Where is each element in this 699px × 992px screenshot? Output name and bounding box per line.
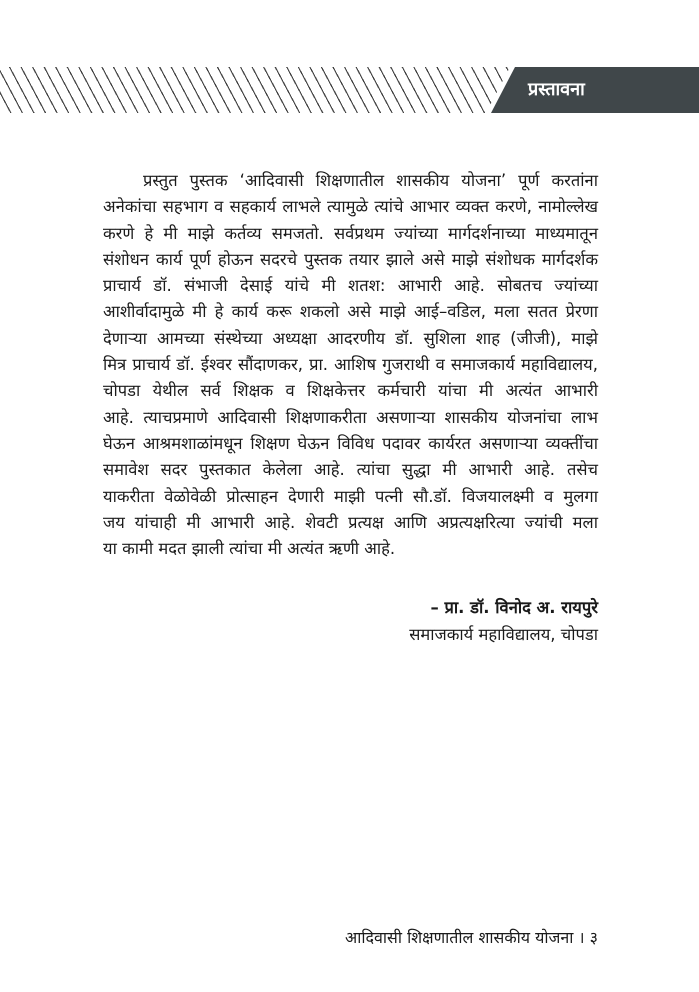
author-name: – प्रा. डॉ. विनोद अ. रायपुरे [430,598,598,617]
body-line: प्रस्तुत पुस्तक ‘आदिवासी शिक्षणातील शासकीय योजना’ पूर्ण करतांना [143,171,598,190]
author-affiliation: समाजकार्य महाविद्यालय, चोपडा [409,625,598,644]
body-line: संशोधन कार्य पूर्ण होऊन सदरचे पुस्तक तयार झाले असे माझे संशोधक मार्गदर्शक [103,249,598,269]
body-line: समावेश सदर पुस्तकात केलेला आहे. त्यांचा सुद्धा मी आभारी आहे. तसेच [103,460,598,480]
decorative-stripes [0,67,510,113]
body-line: याकरीता वेळोवेळी प्रोत्साहन देणारी माझी पत्नी सौ.डॉ. विजयालक्ष्मी व मुलगा [103,486,598,506]
body-line: मित्र प्राचार्य डॉ. ईश्वर सौंदाणकर, प्रा. आशिष गुजराथी व समाजकार्य महाविद्यालय, [103,355,598,375]
body-line: जय यांचाही मी आभारी आहे. शेवटी प्रत्यक्ष आणि अप्रत्यक्षरित्या ज्यांची मला [103,512,598,532]
preface-body [103,168,598,562]
body-line: करणे हे मी माझे कर्तव्य समजतो. सर्वप्रथम ज्यांच्या मार्गदर्शनाच्या माध्यमातून [103,223,598,243]
section-banner [491,67,699,113]
body-line: अनेकांचा सहभाग व सहकार्य लाभले त्यामुळे त्यांचे आभार व्यक्त करणे, नामोल्लेख [103,197,598,217]
signature-block [409,594,598,648]
body-line: या कामी मदत झाली त्यांचा मी अत्यंत ऋणी आहे. [103,539,396,559]
body-line: घेऊन आश्रमशाळांमधून शिक्षण घेऊन विविध पदावर कार्यरत असणाऱ्या व्यक्तींचा [103,433,598,453]
page-footer: आदिवासी शिक्षणातील शासकीय योजना । ३ [345,928,598,947]
body-line: देणाऱ्या आमच्या संस्थेच्या अध्यक्षा आदरणीय डॉ. सुशिला शाह (जीजी), माझे [103,328,598,348]
body-line: प्राचार्य डॉ. संभाजी देसाई यांचे मी शतश: आभारी आहे. सोबतच ज्यांच्या [103,276,598,296]
section-title: प्रस्तावना [528,79,585,100]
body-line: आशीर्वादामुळे मी हे कार्य करू शकलो असे माझे आई–वडिल, मला सतत प्रेरणा [103,302,598,322]
body-line: आहे. त्याचप्रमाणे आदिवासी शिक्षणाकरीता असणाऱ्या शासकीय योजनांचा लाभ [103,407,598,427]
body-line: चोपडा येथील सर्व शिक्षक व शिक्षकेत्तर कर्मचारी यांचा मी अत्यंत आभारी [103,381,598,401]
